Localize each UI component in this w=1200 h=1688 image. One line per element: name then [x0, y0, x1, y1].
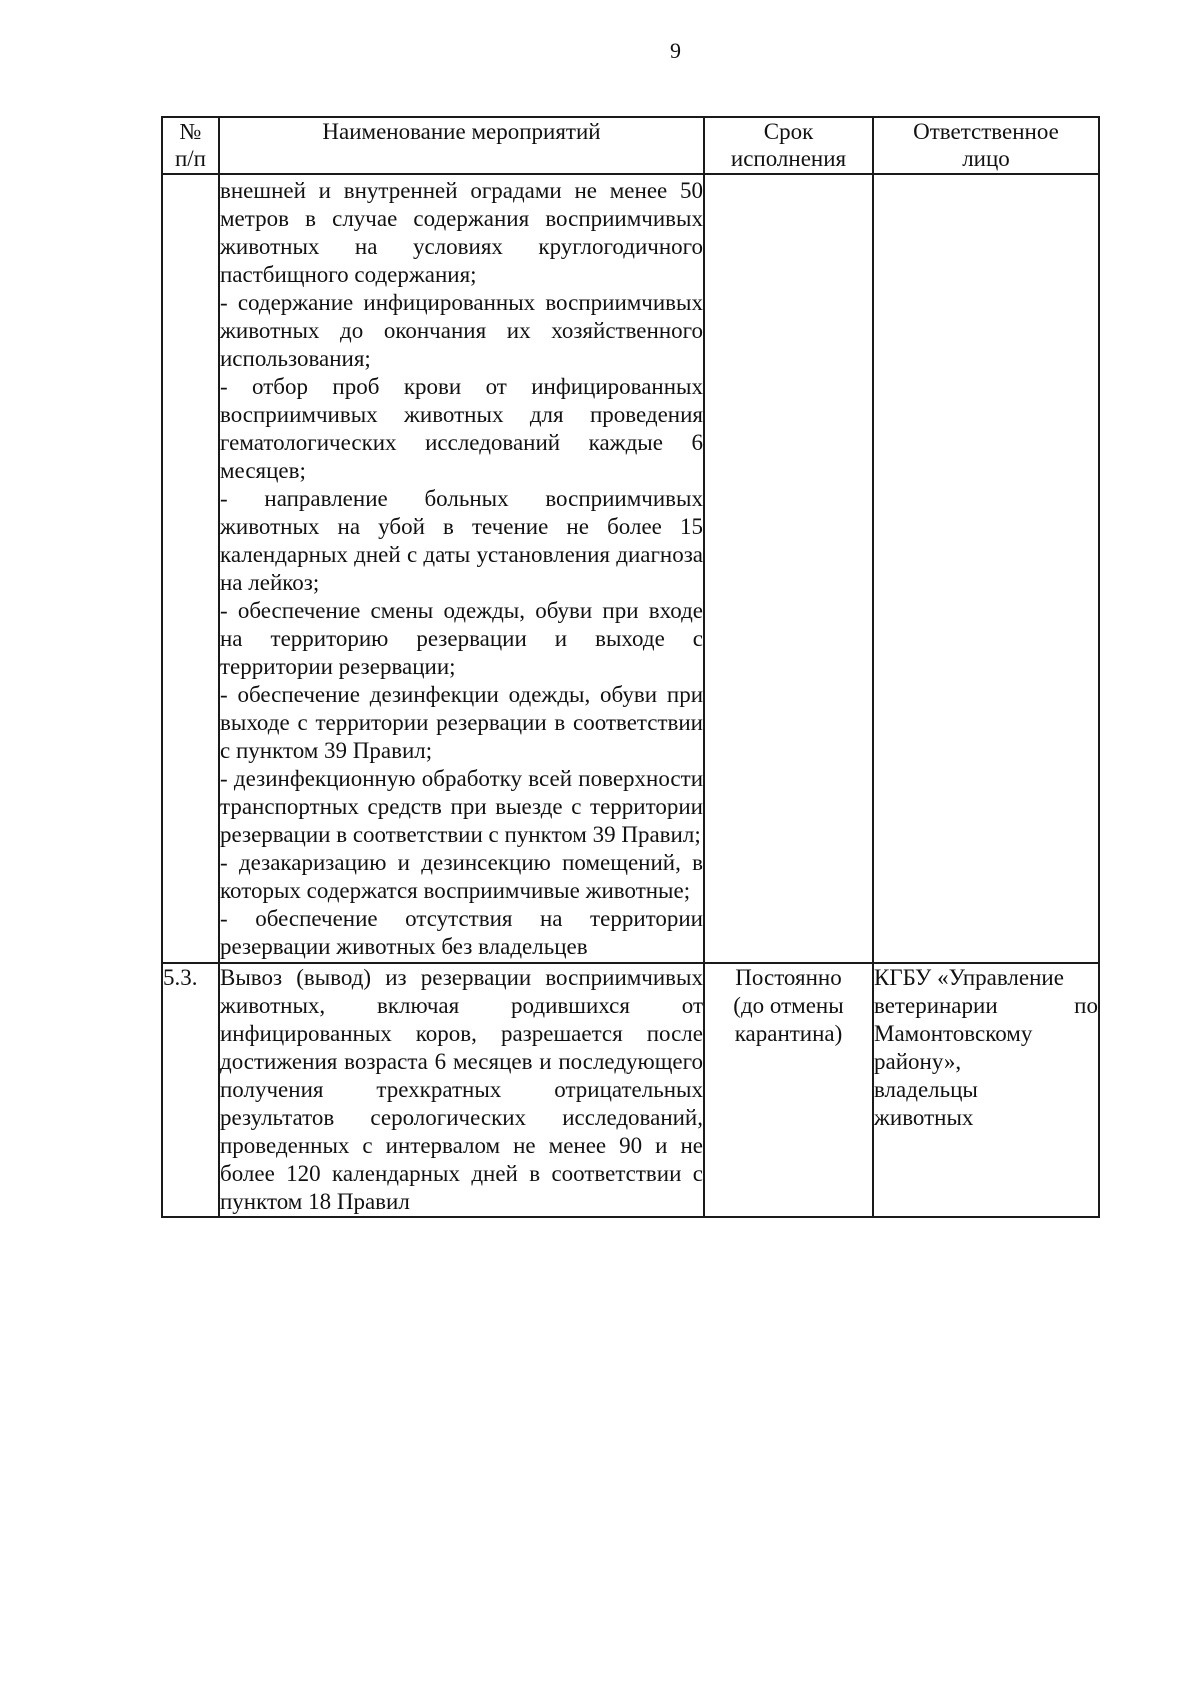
responsible-line: КГБУ «Управление — [874, 965, 1064, 990]
row-number-cell: 5.3. — [162, 963, 219, 1217]
header-deadline — [704, 117, 873, 174]
measures-table — [161, 116, 1100, 1218]
responsible-line: ветеринарии по — [874, 993, 1098, 1018]
header-responsible-line1: Ответственное — [913, 119, 1059, 144]
header-number-symbol: № — [179, 119, 202, 144]
measure-item: - дезакаризацию и дезинсекцию помещений, в которых содержатся восприимчивые животные; — [220, 850, 703, 903]
table-row-5-3 — [162, 963, 1099, 1217]
responsible-cell — [873, 963, 1099, 1217]
measure-item: - отбор проб крови от инфицированных восприимчивых животных для проведения гематологических исследований каждые 6 месяцев; — [220, 374, 703, 483]
responsible-line: Мамонтовскому — [874, 1021, 1033, 1046]
measures-cell — [219, 174, 704, 963]
header-measures — [219, 117, 704, 174]
measure-item: - содержание инфицированных восприимчивых животных до окончания их хозяйственного использования; — [220, 290, 703, 371]
deadline-cell — [704, 963, 873, 1217]
deadline-cell — [704, 174, 873, 963]
header-measures-label: Наименование мероприятий — [322, 119, 601, 144]
header-responsible-line2: лицо — [962, 146, 1010, 171]
header-number-abbrev: п/п — [174, 146, 206, 171]
header-deadline-line2: исполнения — [730, 146, 847, 171]
responsible-line: владельцы — [874, 1077, 978, 1102]
deadline-line: карантина) — [734, 1021, 843, 1046]
header-number — [162, 117, 219, 174]
measure-item: внешней и внутренней оградами не менее 50 метров в случае содержания восприимчивых животных на условиях круглогодичного пастбищного содержания; — [220, 178, 703, 287]
header-deadline-line1: Срок — [763, 119, 814, 144]
measures-cell — [219, 963, 704, 1217]
deadline-line: (до отмены — [733, 993, 844, 1018]
responsible-line: району», — [874, 1049, 962, 1074]
responsible-line: животных — [874, 1105, 974, 1130]
measure-item: - направление больных восприимчивых животных на убой в течение не более 15 календарных дней с даты установления диагноза на лейкоз; — [220, 486, 703, 595]
measure-item: - обеспечение дезинфекции одежды, обуви при выходе с территории резервации в соответствии с пунктом 39 Правил; — [220, 682, 703, 763]
measure-item: Вывоз (вывод) из резервации восприимчивых животных, включая родившихся от инфицированных коров, разрешается после достижения возраста 6 месяцев и последующего получения трехкратных отрицательных результатов серологических исследований, проведенных с интервалом не менее 90 и не более 120 календарных дней в соответствии с пунктом 18 Правил — [220, 965, 703, 1214]
measure-item: - дезинфекционную обработку всей поверхности транспортных средств при выезде с территории резервации в соответствии с пунктом 39 Правил; — [220, 766, 703, 847]
page-number: 9 — [670, 38, 681, 63]
row-number-cell — [162, 174, 219, 963]
measure-item: - обеспечение смены одежды, обуви при входе на территорию резервации и выходе с территории резервации; — [220, 598, 703, 679]
deadline-line: Постоянно — [735, 965, 842, 990]
responsible-cell — [873, 174, 1099, 963]
table-row-continuation — [162, 174, 1099, 963]
measure-item: - обеспечение отсутствия на территории резервации животных без владельцев — [220, 906, 703, 959]
table-header-row — [162, 117, 1099, 174]
header-responsible — [873, 117, 1099, 174]
